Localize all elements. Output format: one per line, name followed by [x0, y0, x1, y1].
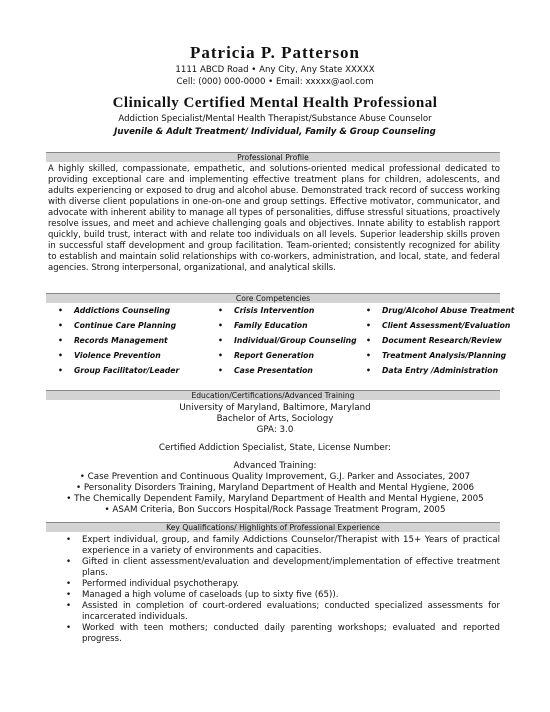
- competency-label: Treatment Analysis/Planning: [382, 351, 507, 360]
- competency-label: Crisis Intervention: [234, 306, 315, 315]
- bullet-icon: •: [66, 623, 72, 633]
- qualification-text: Managed a high volume of caseloads (up to sixty five (65)).: [82, 590, 339, 600]
- bullet-icon: •: [66, 579, 72, 589]
- bullet-icon: •: [58, 306, 63, 315]
- competency-item: [218, 305, 314, 317]
- bullet-icon: •: [66, 557, 72, 567]
- profile-heading: Professional Profile: [46, 152, 500, 162]
- bullet-icon: •: [58, 336, 63, 345]
- competency-label: Drug/Alcohol Abuse Treatment: [382, 306, 515, 315]
- gpa: GPA: 3.0: [256, 425, 294, 435]
- qualification-item: [66, 623, 500, 645]
- bullet-icon: •: [218, 336, 223, 345]
- qualifications-heading: Key Qualifications/ Highlights of Professional Experience: [46, 522, 500, 532]
- competency-row: [58, 305, 515, 320]
- competency-item: [58, 335, 168, 347]
- bullet-icon: •: [218, 306, 223, 315]
- candidate-name: Patricia P. Patterson: [189, 43, 361, 62]
- competency-item: [366, 335, 502, 347]
- professional-headline: Clinically Certified Mental Health Professional: [112, 95, 438, 111]
- education-heading: Education/Certifications/Advanced Training: [46, 390, 500, 400]
- bullet-icon: •: [366, 306, 371, 315]
- bullet-icon: •: [366, 336, 371, 345]
- bullet-icon: •: [58, 351, 63, 360]
- specialty-line: Addiction Specialist/Mental Health Therapist/Substance Abuse Counselor: [118, 114, 432, 124]
- qualification-item: [66, 590, 500, 601]
- competency-label: Case Presentation: [234, 366, 313, 375]
- competency-label: Records Management: [74, 336, 168, 345]
- competency-row: [58, 365, 508, 380]
- qualification-text: Assisted in completion of court-ordered evaluations; conducted specialized assessments for incarcerated individuals.: [82, 601, 500, 622]
- competency-label: Report Generation: [234, 351, 314, 360]
- competency-label: Violence Prevention: [74, 351, 161, 360]
- qualification-text: Expert individual, group, and family Addictions Counselor/Therapist with 15+ Years of practical experience in a variety of environments and capacities.: [82, 535, 500, 556]
- qualification-item: [66, 557, 500, 579]
- competency-label: Group Facilitator/Leader: [74, 366, 180, 375]
- competency-label: Data Entry /Administration: [382, 366, 499, 375]
- competency-item: [366, 305, 514, 317]
- address-line: 1111 ABCD Road • Any City, Any State XXXXX: [175, 65, 375, 75]
- training-item: • The Chemically Dependent Family, Maryland Department of Health and Mental Hygiene, 2005: [66, 494, 484, 504]
- training-item: • Case Prevention and Continuous Quality Improvement, G.J. Parker and Associates, 2007: [79, 472, 471, 482]
- qualification-text: Gifted in client assessment/evaluation and development/implementation of effective treatment plans.: [82, 557, 500, 578]
- training-item: • Personality Disorders Training, Maryland Department of Health and Mental Hygiene, 2006: [75, 483, 474, 493]
- competency-label: Client Assessment/Evaluation: [382, 321, 511, 330]
- contact-line: Cell: (000) 000-0000 • Email: xxxxx@aol.com: [176, 77, 374, 87]
- competency-label: Document Research/Review: [382, 336, 502, 345]
- bullet-icon: •: [366, 351, 371, 360]
- competency-label: Continue Care Planning: [74, 321, 177, 330]
- competency-label: Individual/Group Counseling: [234, 336, 357, 345]
- degree: Bachelor of Arts, Sociology: [216, 414, 334, 424]
- profile-text: A highly skilled, compassionate, empathetic, and solutions-oriented medical professional dedicated to providing exceptional care and implementing effective treatment plans for children, adolescents, and adults experiencing or exposed to drug and alcohol abuse. Demonstrated track record of success working with diverse client populations in one-on-one and group settings. Effective motivator, communicator, and advocate with inherent ability to manage all types of personalities, diffuse stressful situations, proactively resolve issues, and meet and achieve challenging goals and objectives. Innate ability to establish rapport quickly, build trust, interact with and relate too individuals on all levels. Superior leadership skills proven in successful staff development and group facilitation. Team-oriented; consistently recognized for ability to establish and maintain solid relationships with co-workers, administration, and local, state, and federal agencies. Strong interpersonal, organizational, and analytical skills.: [48, 164, 500, 273]
- bullet-icon: •: [366, 366, 371, 375]
- competency-item: [218, 320, 308, 332]
- bullet-icon: •: [66, 601, 72, 611]
- qualifications-list: [66, 535, 500, 645]
- competency-row: [58, 350, 508, 365]
- training-heading: Advanced Training:: [233, 461, 317, 471]
- bullet-icon: •: [58, 321, 63, 330]
- competency-item: [58, 350, 161, 362]
- bullet-icon: •: [218, 366, 223, 375]
- bullet-icon: •: [58, 366, 63, 375]
- competency-label: Addictions Counseling: [74, 306, 171, 315]
- qualification-text: Worked with teen mothers; conducted daily parenting workshops; evaluated and reported progress.: [82, 623, 500, 644]
- competencies-grid: [58, 305, 515, 380]
- competency-item: [218, 350, 314, 362]
- competency-item: [58, 320, 176, 332]
- competency-item: [58, 365, 179, 377]
- bullet-icon: •: [366, 321, 371, 330]
- competency-item: [218, 335, 357, 347]
- training-item: • ASAM Criteria, Bon Succors Hospital/Rock Passage Treatment Program, 2005: [104, 505, 446, 515]
- competency-item: [218, 365, 313, 377]
- competency-item: [366, 365, 498, 377]
- competency-item: [58, 305, 170, 317]
- school-name: University of Maryland, Baltimore, Maryland: [179, 403, 371, 413]
- competency-row: [58, 320, 511, 335]
- competencies-heading: Core Competencies: [46, 293, 500, 303]
- bullet-icon: •: [66, 590, 72, 600]
- qualification-item: [66, 535, 500, 557]
- competency-row: [58, 335, 508, 350]
- competency-label: Family Education: [234, 321, 308, 330]
- competency-item: [366, 350, 506, 362]
- competency-item: [366, 320, 510, 332]
- bullet-icon: •: [218, 321, 223, 330]
- qualification-item: [66, 579, 500, 590]
- certification: Certified Addiction Specialist, State, License Number:: [158, 443, 392, 453]
- bullet-icon: •: [66, 535, 72, 545]
- bullet-icon: •: [218, 351, 223, 360]
- qualification-text: Performed individual psychotherapy.: [82, 579, 240, 589]
- focus-line: Juvenile & Adult Treatment/ Individual, Family & Group Counseling: [114, 127, 436, 137]
- qualification-item: [66, 601, 500, 623]
